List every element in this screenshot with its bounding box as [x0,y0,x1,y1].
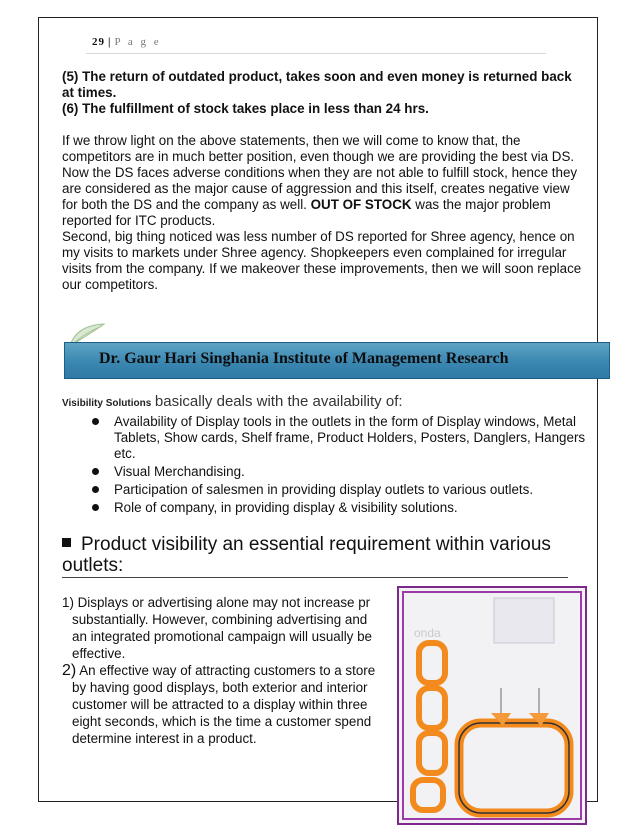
visibility-bullet-list [62,414,587,516]
visibility-lead [62,394,587,412]
numbered-points [62,594,422,747]
paragraph-competitors: If we throw light on the above statements, then we will come to know that, the competitors are in much better position, even though we are providing the best via DS. [62,133,575,164]
photo-caption: onda [414,626,441,640]
point-1-line-2: substantially. However, combining advertising and [72,612,368,627]
paragraph-shree-agency: Second, big thing noticed was less number of DS reported for Shree agency, hence on my visits to markets under Shree agency. Shopkeepers even complained for irregular visits from the company. If we makeover these improvements, then we will soon replace our competitors. [62,229,582,292]
point-1-line-3: an integrated promotional campaign will usually be [72,629,372,644]
list-item [62,464,587,480]
section-rule [62,577,568,578]
bullet-dot-icon [92,504,99,511]
visibility-solutions [62,394,587,518]
out-of-stock-emphasis: OUT OF STOCK [310,197,412,212]
statement-6: (6) The fulfillment of stock takes place in less than 24 hrs. [62,101,429,116]
header-rule [86,53,546,54]
shelf-illustration-icon [399,588,585,823]
intro-text [62,69,587,293]
paragraph-ds-conditions [62,165,587,229]
list-item-text: Role of company, in providing display & visibility solutions. [114,500,458,515]
list-item-text: Visual Merchandising. [114,464,245,479]
institute-name: Dr. Gaur Hari Singhania Institute of Management Research [99,350,509,367]
list-item [62,500,587,516]
point-2-line-4: eight seconds, which is the time a customer spend [72,714,372,729]
bullet-dot-icon [92,418,99,425]
point-2-line-3: customer will be attracted to a display within three [72,697,368,712]
page-separator: | [108,36,112,48]
list-item [62,414,587,462]
section-heading [62,534,572,576]
statement-5: (5) The return of outdated product, takes soon and even money is returned back at times. [62,69,572,100]
paragraph-ds-conditions-text: Now the DS faces adverse conditions when they are not able to fulfill stock, hence they are considered as the major cause of aggression and this itself, creates negative view for both the DS and the company as well. [62,165,578,212]
point-2-line-2: by having good displays, both exterior and interior [72,680,368,695]
display-shelf-photo [397,586,587,825]
point-2-line-5: determine interest in a product. [72,731,257,746]
bullet-dot-icon [92,468,99,475]
point-1-line-4: effective. [72,646,126,661]
section-heading-text: Product visibility an essential requirement within various outlets: [62,534,551,576]
list-item-text: Participation of salesmen in providing display outlets to various outlets. [114,482,534,497]
paragraph-ds-conditions-end: was the major problem reported for ITC products. [62,197,551,228]
page-number: 29 [92,36,105,48]
visibility-lead-rest: basically deals with the availability of: [154,393,403,410]
point-2-number: 2) [62,662,77,679]
page-header [92,36,161,48]
bullet-dot-icon [92,486,99,493]
point-1-line-1: 1) Displays or advertising alone may not increase pr [62,595,371,610]
list-item-text: Availability of Display tools in the outlets in the form of Display windows, Metal Tablets, Show cards, Shelf frame, Product Holders, Posters, Danglers, Hangers etc. [114,414,586,461]
point-2-line-1 [62,662,422,679]
point-2-text: An effective way of attracting customers to a store [79,663,376,678]
visibility-lead-bold: Visibility Solutions [62,398,152,409]
page-label: P a g e [114,36,162,48]
square-bullet-icon [62,538,71,547]
list-item [62,482,587,498]
